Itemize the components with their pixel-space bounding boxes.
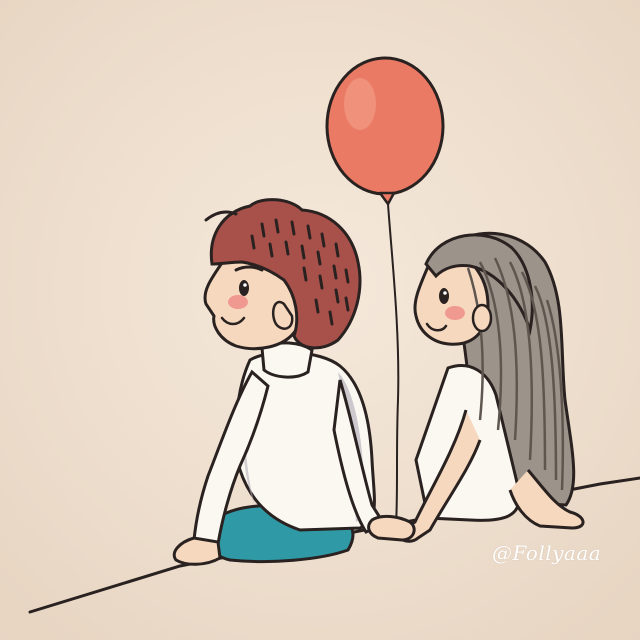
holding-hands — [369, 516, 415, 540]
artist-watermark: @Follyaaa — [492, 541, 602, 565]
